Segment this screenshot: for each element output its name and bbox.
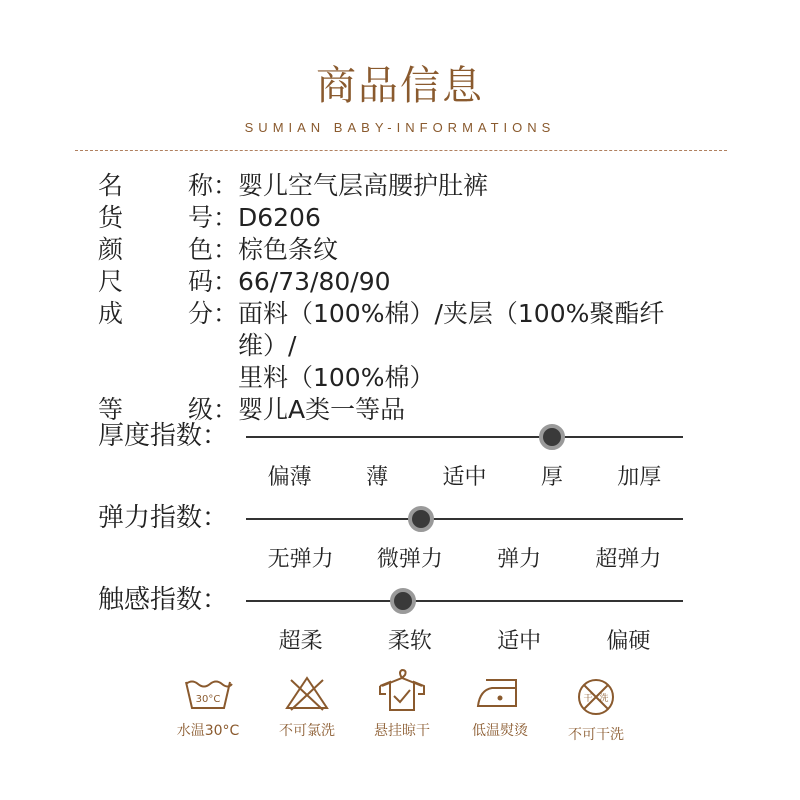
scale-indicator-dot: [408, 506, 434, 532]
wash-30-icon: [182, 674, 234, 714]
info-label-char: 成: [98, 299, 124, 328]
info-label: [98, 202, 213, 234]
info-label: [98, 234, 213, 266]
info-label-char: 尺: [98, 267, 124, 296]
info-row-sku: [98, 202, 718, 234]
scale-track: [246, 518, 683, 520]
info-value-size: 66/73/80/90: [238, 267, 391, 296]
info-label-char: 名: [98, 171, 124, 200]
touch-label: 触感指数：: [98, 585, 229, 615]
info-label-char: 分: [187, 299, 213, 328]
icon-char-xi: 洗: [599, 694, 609, 704]
info-colon: ：: [213, 395, 239, 424]
care-item-no-dry-clean: [551, 676, 641, 744]
info-label-char: 级: [187, 395, 213, 424]
info-colon: ：: [213, 235, 239, 264]
info-colon: ：: [213, 171, 239, 200]
info-label-char: 称: [187, 171, 213, 200]
scale-option: 超柔: [278, 629, 323, 654]
info-row-color: [98, 234, 718, 266]
info-colon: ：: [213, 203, 239, 232]
care-label-no-bleach: 不可氯洗: [279, 723, 335, 739]
scale-option: 加厚: [617, 465, 662, 490]
product-info-list: [98, 170, 718, 426]
info-label: [98, 298, 213, 362]
scale-option: 柔软: [387, 629, 432, 654]
page-subtitle: SUMIAN BABY-INFORMATIONS: [244, 120, 556, 135]
elasticity-label: 弹力指数：: [98, 503, 229, 533]
icon-char-gan: 干: [583, 694, 593, 704]
low-iron-icon: [472, 672, 528, 714]
care-item-low-iron: [455, 672, 545, 740]
scale-option: 微弹力: [376, 547, 443, 572]
scale-track: [246, 436, 683, 438]
scale-option: 适中: [497, 629, 542, 654]
care-item-no-bleach: [262, 674, 352, 740]
info-value-composition-line2: 里料（100%棉）: [238, 363, 435, 392]
care-label-low-iron: 低温熨烫: [472, 723, 528, 739]
info-value-color: 棕色条纹: [238, 235, 339, 264]
wash-temp-text: 30°C: [195, 694, 221, 705]
info-value-grade: 婴儿A类一等品: [238, 395, 406, 424]
info-label-char: 等: [98, 395, 124, 424]
scale-option: 适中: [442, 465, 487, 490]
info-value-name: 婴儿空气层高腰护肚裤: [238, 171, 489, 200]
hang-dry-icon: [374, 668, 430, 714]
care-label-wash: 水温30°C: [176, 723, 240, 739]
scale-option: 厚: [540, 465, 563, 490]
dashed-divider: [75, 150, 727, 151]
info-value-composition: 面料（100%棉）/夹层（100%聚酯纤维）/: [238, 299, 665, 360]
page-title: 商品信息: [316, 63, 484, 109]
care-label-no-dry-clean: 不可干洗: [568, 727, 624, 743]
no-bleach-icon: [281, 674, 333, 714]
info-label: [98, 170, 213, 202]
care-item-wash: [163, 674, 253, 740]
info-label-char: 颜: [98, 235, 124, 264]
info-label-char: 色: [187, 235, 213, 264]
care-instructions: [0, 668, 800, 778]
info-label-char: 货: [98, 203, 124, 232]
thickness-label: 厚度指数：: [98, 421, 229, 451]
info-value-sku: D6206: [238, 203, 321, 232]
care-item-hang-dry: [357, 668, 447, 740]
scale-option: 超弹力: [595, 547, 662, 572]
info-label-char: 号: [187, 203, 213, 232]
scale-indicator-dot: [390, 588, 416, 614]
scale-option: 弹力: [497, 547, 542, 572]
scale-option: 薄: [366, 465, 389, 490]
info-row-size: [98, 266, 718, 298]
info-row-composition: [98, 298, 718, 362]
info-colon: ：: [213, 267, 239, 296]
info-colon: ：: [213, 299, 239, 328]
info-label: [98, 266, 213, 298]
scale-option: 偏硬: [606, 629, 651, 654]
no-dry-clean-icon: [572, 676, 620, 718]
scale-indicator-dot: [539, 424, 565, 450]
info-row-name: [98, 170, 718, 202]
care-label-hang-dry: 悬挂晾干: [374, 723, 430, 739]
scale-option: 偏薄: [267, 465, 312, 490]
scale-option: 无弹力: [267, 547, 334, 572]
scale-track: [246, 600, 683, 602]
info-label-char: 码: [187, 267, 213, 296]
